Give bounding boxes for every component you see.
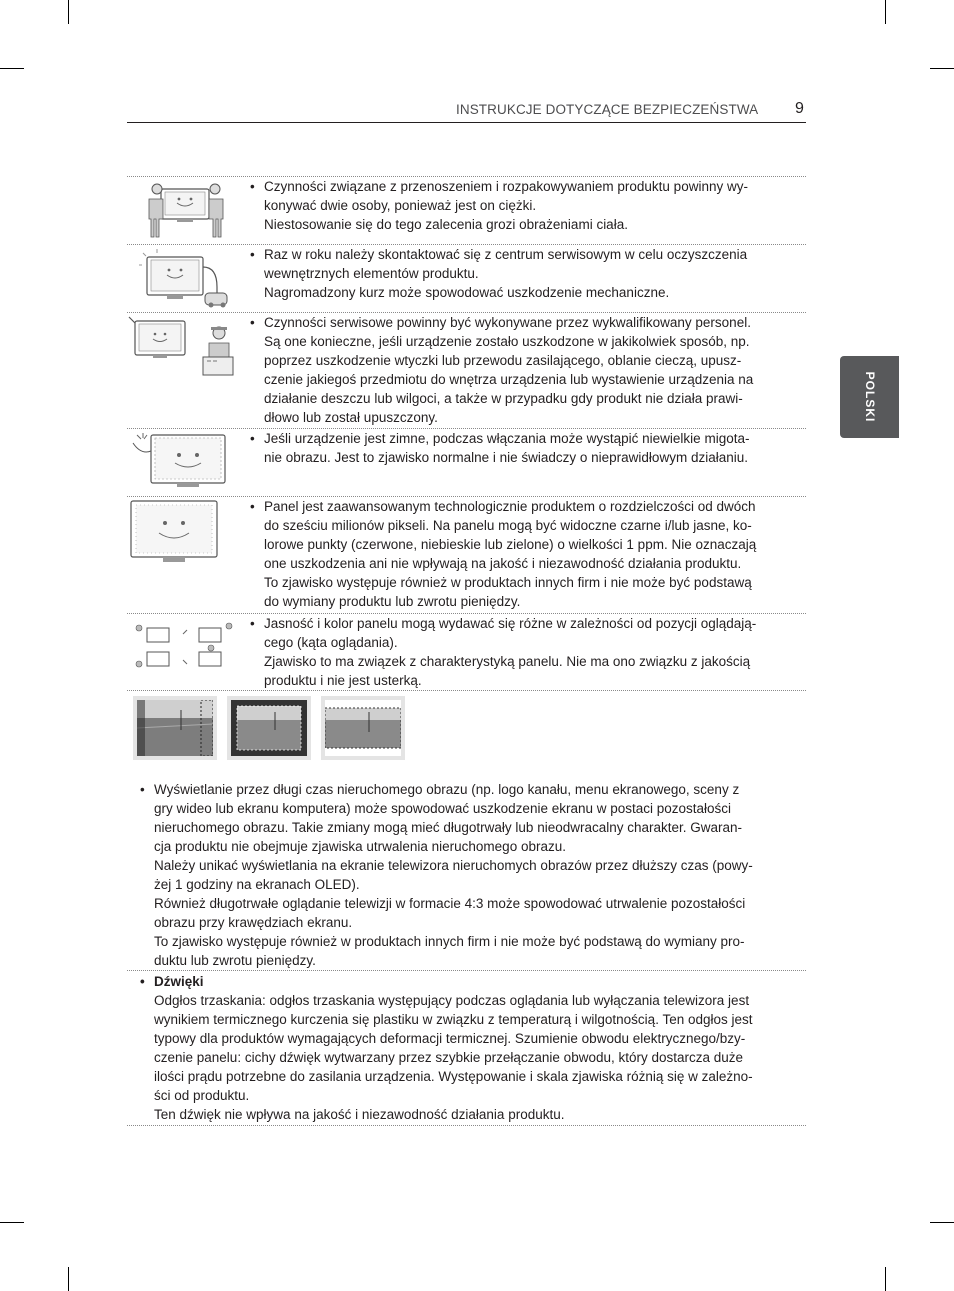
text-line: gry wideo lub ekranu komputera) może spowodować uszkodzenie ekranu w postaci pozostałości (154, 801, 732, 816)
text-line: nie obrazu. Jest to zjawisko normalne i nie świadczy o nieprawidłowym działaniu. (264, 450, 748, 465)
header-rule (127, 122, 806, 123)
row-text (249, 245, 789, 302)
text-line: lorowe punkty (czerwone, niebieskie lub zielone) o wielkości 1 ppm. Nie oznaczają (264, 537, 757, 552)
language-tab (840, 356, 899, 438)
text-line: ilości prądu potrzebne do zasilania urządzenia. Występowanie i skala zjawiska różnią się w zależno- (154, 1069, 753, 1084)
safety-row (127, 496, 806, 613)
bullet-line: • Jasność i kolor panelu mogą wydawać się różne w zależności od pozycji oglądają- (249, 614, 789, 633)
crop-mark (0, 1222, 24, 1223)
field-photo (133, 696, 217, 760)
bullet-line: • Wyświetlanie przez długi czas nieruchomego obrazu (np. logo kanału, menu ekranowego, sceny z (139, 780, 789, 799)
text-line: nieruchomego obrazu. Takie zmiany mogą mieć długotrwały lub nieodwracalny charakter. Gwaran- (154, 820, 743, 835)
text-line: Nagromadzony kurz może spowodować uszkodzenie mechaniczne. (264, 285, 670, 300)
text-line: cja produktu nie obejmuje zjawiska utrwalenia nieruchomego obrazu. (154, 839, 566, 854)
row-text (249, 177, 789, 234)
text-line: do wymiany produktu lub zwrotu pieniędzy. (264, 594, 521, 609)
text-line: czenie jakiegoś przedmiotu do wnętrza urządzenia lub wystawienie urządzenia na (264, 372, 754, 387)
section-divider (127, 1125, 806, 1126)
text-line: Zjawisko to ma związek z charakterystyką panelu. Nie ma ono związku z jakością (264, 654, 751, 669)
text-line: Również długotrwałe oglądanie telewizji w formacie 4:3 może spowodować utrwalenie pozostałości (154, 896, 746, 911)
bullet-line: • Jeśli urządzenie jest zimne, podczas włączania może wystąpić niewielkie migota- (249, 429, 789, 448)
crop-mark (930, 68, 954, 69)
section-divider (127, 970, 806, 971)
pixel-panel-icon (127, 497, 247, 569)
row-text (249, 429, 789, 467)
text-line: konywać dwie osoby, ponieważ jest on ciężki. (264, 198, 537, 213)
text-line: produktu i nie jest usterką. (264, 673, 422, 688)
text-line: duktu lub zwrotu pieniędzy. (154, 953, 316, 968)
field-photo (227, 696, 311, 760)
row-text (249, 313, 789, 427)
text-line: działanie deszczu lub wilgoci, a także w przypadku gdy produkt nie działa prawi- (264, 391, 743, 406)
bullet-line: • Czynności związane z przenoszeniem i rozpakowywaniem produktu powinny wy- (249, 177, 789, 196)
safety-table (127, 176, 806, 691)
crop-mark (68, 0, 69, 24)
safety-row (127, 312, 806, 428)
vacuum-cleaner-tv-icon (127, 245, 247, 311)
section-text (139, 780, 789, 970)
crop-mark (68, 1267, 69, 1291)
people-carrying-tv-icon (127, 177, 247, 243)
page-number: 9 (795, 100, 804, 117)
service-technician-icon (127, 313, 247, 383)
crop-mark (0, 68, 24, 69)
text-line: do sześciu milionów pikseli. Na panelu mogą być widoczne czarne i/lub jasne, ko- (264, 518, 752, 533)
text-line: cego (kąta oglądania). (264, 635, 398, 650)
crop-mark (885, 0, 886, 24)
text-line: To zjawisko występuje również w produktach innych firm i nie może być podstawą do wymiany pro- (154, 934, 745, 949)
viewing-angle-icon (127, 614, 247, 680)
section-text (139, 972, 789, 1124)
text-line: Ten dźwięk nie wpływa na jakość i niezawodność działania produktu. (154, 1107, 565, 1122)
text-line: Należy unikać wyświetlania na ekranie telewizora nieruchomych obrazów przez dłuższy czas (powy- (154, 858, 753, 873)
burn-in-section (127, 780, 806, 970)
crop-mark (930, 1222, 954, 1223)
text-line: Odgłos trzaskania: odgłos trzaskania występujący podczas oglądania lub wyłączania telewizora jest (154, 993, 750, 1008)
text-line: wynikiem termicznego kurczenia się plastiku w związku z temperaturą i wilgotnością. Ten odgłos jest (154, 1012, 753, 1027)
text-line: ści od produktu. (154, 1088, 250, 1103)
text-line: żej 1 godziny na ekranach OLED). (154, 877, 360, 892)
bullet-line: • Panel jest zaawansowanym technologicznie produktem o rozdzielczości od dwóch (249, 497, 789, 516)
bullet-line: • Czynności serwisowe powinny być wykonywane przez wykwalifikowany personel. (249, 313, 789, 332)
text-line: wewnętrznych elementów produktu. (264, 266, 479, 281)
safety-row (127, 176, 806, 244)
row-text (249, 497, 789, 611)
safety-row (127, 244, 806, 312)
text-line: typowy dla produktów wymagających deformacji termicznej. Szumienie obwodu elektrycznego/bzy- (154, 1031, 746, 1046)
sounds-section (127, 972, 806, 1124)
text-line: To zjawisko występuje również w produktach innych firm i nie może być podstawą (264, 575, 752, 590)
text-line: poprzez uszkodzenie wtyczki lub przewodu zasilającego, oblanie cieczą, upusz- (264, 353, 742, 368)
text-line: czenie panelu: cichy dźwięk wytwarzany przez szybkie przełączanie obwodu, który dostarcza duże (154, 1050, 744, 1065)
sounds-heading: • Dźwięki (139, 972, 789, 991)
safety-row (127, 613, 806, 691)
text-line: Są one konieczne, jeśli urządzenie zostało uszkodzone w jakikolwiek sposób, np. (264, 334, 750, 349)
cold-tv-icon (127, 429, 247, 495)
crop-mark (885, 1267, 886, 1291)
language-tab-label: POLSKI (862, 371, 877, 423)
text-line: Niestosowanie się do tego zalecenia grozi obrażeniami ciała. (264, 217, 628, 232)
text-line: obrazu przy krawędziach ekranu. (154, 915, 353, 930)
field-photo (321, 696, 405, 760)
safety-row (127, 428, 806, 496)
section-title: INSTRUKCJE DOTYCZĄCE BEZPIECZEŃSTWA (456, 102, 759, 117)
text-line: dłowo lub został upuszczony. (264, 410, 438, 425)
text-line: one uszkodzenia ani nie wpływają na jakość i niezawodność działania produktu. (264, 556, 742, 571)
row-text (249, 614, 789, 690)
bullet-line: • Raz w roku należy skontaktować się z centrum serwisowym w celu oczyszczenia (249, 245, 789, 264)
